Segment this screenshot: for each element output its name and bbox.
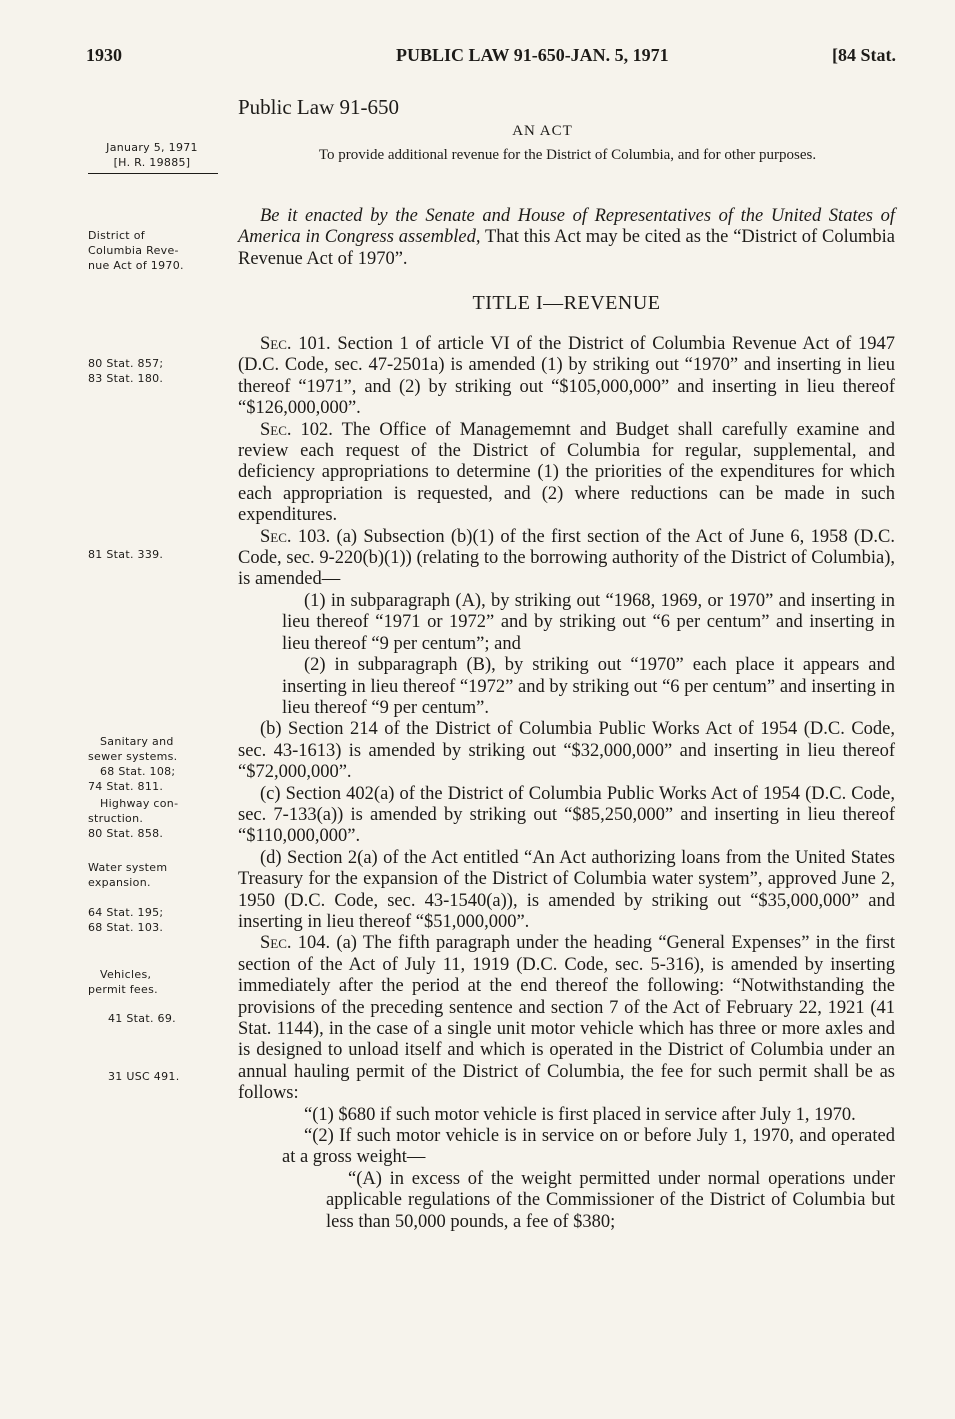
- act-purpose: To provide additional revenue for the District of Columbia, and for other purposes.: [318, 147, 817, 163]
- section-label: Sec. 103.: [260, 526, 331, 547]
- body-sections: [238, 334, 895, 1233]
- short-title-clause: That this Act may be cited as the “District of Columbia Revenue Act of 1970”.: [238, 227, 895, 269]
- margin-line: 74 Stat. 811.: [88, 780, 164, 793]
- margin-line: 80 Stat. 857;: [88, 357, 164, 370]
- section-103-a-1: (1) in subparagraph (A), by striking out “1968, 1969, or 1970” and inserting in lieu thereof “1971 or 1972” and by striking out “6 per centum” and inserting in lieu thereof “9 per centum”; and: [282, 590, 895, 654]
- margin-note-vehicles-stat: [88, 1011, 218, 1026]
- margin-line: Columbia Reve-: [88, 244, 179, 257]
- section-text: (a) The fifth paragraph under the heading “General Expenses” in the first section of the Act of July 11, 1919 (D.C. Code, sec. 5-316), is amended by inserting immediately after the period at the end thereof the following: “Notwithstanding the provisions of the preceding sentence and section 7 of the Act of February 22, 1921 (41 Stat. 1144), in the case of a single unit motor vehicle which has three or more axles and is designed to unload itself and which is operated in the District of Columbia under an annual hauling permit of the District of Columbia, the fee for such permit shall be as follows:: [238, 933, 895, 1104]
- margin-line: Sanitary and: [100, 735, 174, 748]
- margin-line: 68 Stat. 108;: [100, 765, 176, 778]
- margin-rule: [88, 173, 218, 174]
- section-101: [238, 334, 895, 420]
- margin-note-sec101: [88, 356, 218, 386]
- margin-line: sewer systems.: [88, 750, 178, 763]
- margin-note-short-title: [88, 228, 218, 273]
- section-label: Sec. 104.: [260, 933, 331, 954]
- margin-line: 41 Stat. 69.: [108, 1012, 176, 1025]
- running-title: PUBLIC LAW 91-650-JAN. 5, 1971: [396, 45, 669, 65]
- margin-line: struction.: [88, 812, 144, 825]
- margin-line: expansion.: [88, 876, 151, 889]
- margin-line: Vehicles,: [100, 968, 152, 981]
- section-104-2-A: “(A) in excess of the weight permitted under normal operations under applicable regulations of the Commissioner of the District of Columbia but less than 50,000 pounds, a fee of $380;: [326, 1168, 895, 1232]
- margin-line: 80 Stat. 858.: [88, 827, 164, 840]
- enacting-clause: [238, 206, 895, 270]
- section-103-c: (c) Section 402(a) of the District of Columbia Public Works Act of 1954 (D.C. Code, sec. 7-133(a)) is amended by striking out “$85,250,000” and inserting in lieu thereof “$110,000,000”.: [238, 783, 895, 847]
- margin-line: Water system: [88, 861, 168, 874]
- section-103-b: (b) Section 214 of the District of Columbia Public Works Act of 1954 (D.C. Code, sec. 43-1613) is amended by striking out “$32,000,000” and inserting in lieu thereof “$72,000,000”.: [238, 719, 895, 783]
- section-text: (a) Subsection (b)(1) of the first section of the Act of June 6, 1958 (D.C. Code, sec. 9-220(b)(1)) (relating to the borrowing authority of the District of Columbia), is amended—: [238, 526, 895, 590]
- section-label: Sec. 102.: [260, 419, 333, 440]
- section-103-d: (d) Section 2(a) of the Act entitled “An Act authorizing loans from the United States Treasury for the expansion of the District of Columbia water system”, approved June 2, 1950 (D.C. Code, sec. 43-1540(a)), is amended by striking out “$35,000,000” and inserting in lieu thereof “$51,000,000”.: [238, 847, 895, 932]
- margin-line: nue Act of 1970.: [88, 259, 184, 272]
- section-label: Sec. 101.: [260, 334, 331, 354]
- section-102: [238, 420, 895, 527]
- margin-note-highway: [88, 796, 218, 841]
- margin-line: Highway con-: [100, 797, 179, 810]
- law-name: Public Law 91-650: [238, 95, 399, 119]
- act-label: AN ACT: [512, 123, 573, 139]
- margin-line: 83 Stat. 180.: [88, 372, 164, 385]
- margin-line: District of: [88, 229, 145, 242]
- margin-note-water-stat: [88, 905, 218, 935]
- enacting-formula: Be it enacted by the Senate and House of Representatives of the United States of America in Congress assembled,: [238, 206, 895, 248]
- margin-line: 64 Stat. 195;: [88, 906, 164, 919]
- margin-note-vehicles: [88, 967, 218, 997]
- section-text: Section 1 of article VI of the District of Columbia Revenue Act of 1947 (D.C. Code, sec. 47-2501a) is amended (1) by striking out “1970” and inserting in lieu thereof “1971”, and (2) by striking out “$105,000,000” and inserting in lieu thereof “$126,000,000”.: [238, 334, 895, 419]
- section-text: The Office of Managememnt and Budget shall carefully examine and review each request of the District of Columbia for regular, supplemental, and deficiency appropriations to determine (1) the priorities of the expenditures for which each appropriation is requested, and (2) where reductions can be made in such expenditures.: [238, 419, 895, 526]
- section-103: [238, 527, 895, 591]
- page-number: 1930: [86, 45, 122, 65]
- volume-reference: [84 Stat.: [832, 45, 896, 65]
- title-heading: TITLE I—REVENUE: [472, 292, 661, 314]
- section-104-1: “(1) $680 if such motor vehicle is first placed in service after July 1, 1970.: [304, 1104, 856, 1125]
- margin-note-sanitary: [88, 734, 218, 794]
- margin-line: permit fees.: [88, 983, 158, 996]
- margin-note-date: [88, 140, 216, 170]
- margin-line: [H. R. 19885]: [113, 156, 191, 169]
- margin-note-sec103: [88, 547, 218, 562]
- margin-line: 81 Stat. 339.: [88, 548, 164, 561]
- margin-line: January 5, 1971: [106, 141, 198, 154]
- margin-note-water: [88, 860, 218, 890]
- section-104: [238, 933, 895, 1104]
- section-104-2: “(2) If such motor vehicle is in service on or before July 1, 1970, and operated at a gross weight—: [282, 1126, 895, 1168]
- margin-line: 68 Stat. 103.: [88, 921, 164, 934]
- running-head: [86, 45, 896, 75]
- margin-line: 31 USC 491.: [108, 1070, 180, 1083]
- section-103-a-2: (2) in subparagraph (B), by striking out “1970” each place it appears and inserting in lieu thereof “1972” and by striking out “6 per centum” and inserting in lieu thereof “9 per centum”.: [282, 655, 895, 718]
- margin-note-usc: [88, 1069, 218, 1084]
